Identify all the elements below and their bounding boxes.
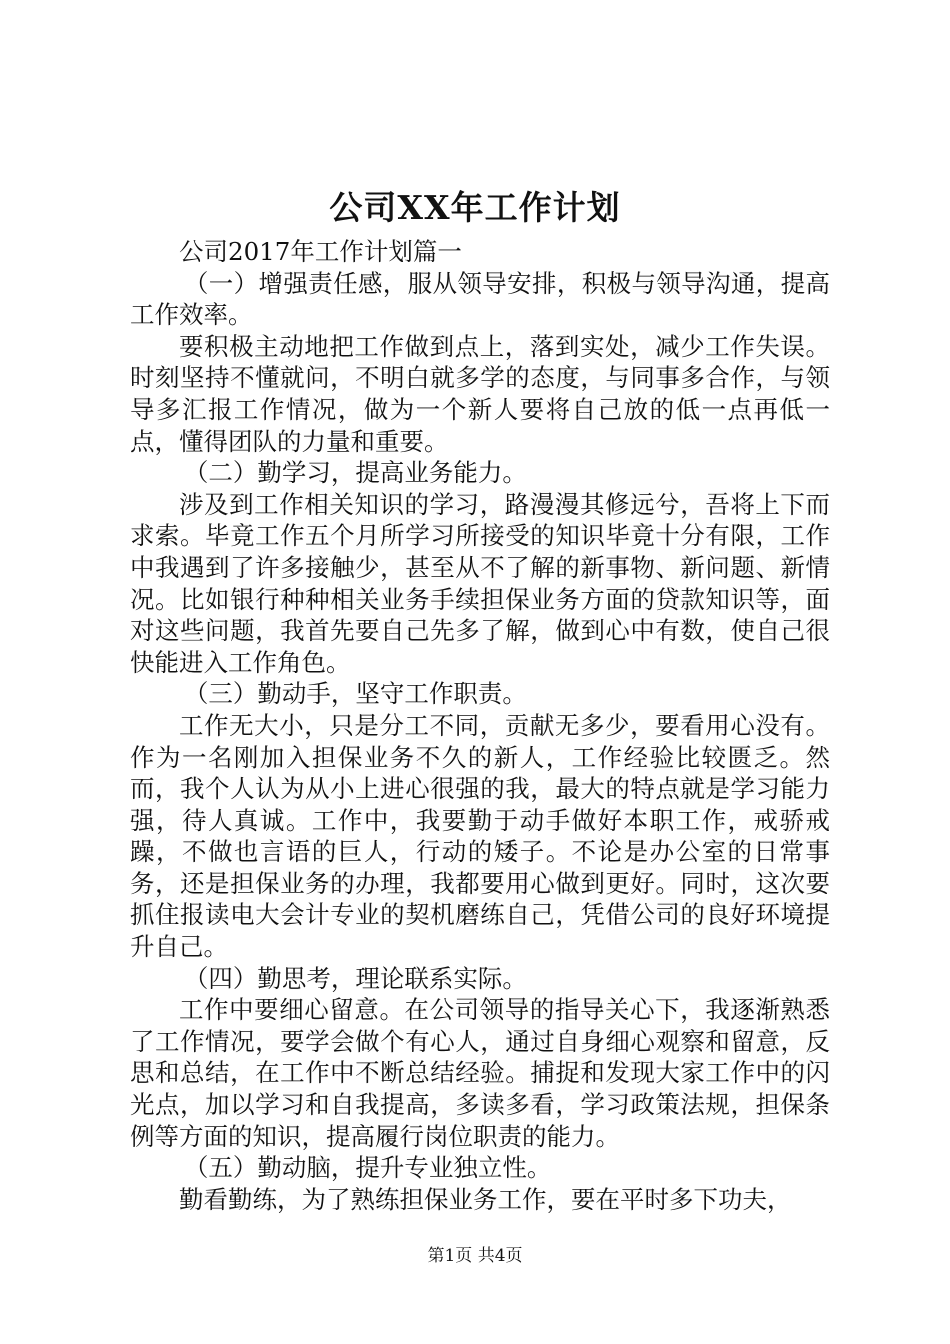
section-heading-2: （二）勤学习，提高业务能力。 (183, 458, 527, 488)
body-paragraph-1: 要积极主动地把工作做到点上，落到实处，减少工作失误。时刻坚持不懂就问，不明白就多学的态度，与同事多合作，与领导多汇报工作情况，做为一个新人要将自己放的低一点再低一点，懂得团队的力量和重要。 (130, 331, 830, 456)
body-paragraph-3: 工作无大小，只是分工不同，贡献无多少，要看用心没有。作为一名刚加入担保业务不久的新人，工作经验比较匮乏。然而，我个人认为从小上进心很强的我，最大的特点就是学习能力强，待人真诚。工作中，我要勤于动手做好本职工作，戒骄戒躁，不做也言语的巨人，行动的矮子。不论是办公室的日常事务，还是担保业务的办理，我都要用心做到更好。同时，这次要抓住报读电大会计专业的契机磨练自己，凭借公司的良好环境提升自己。 (130, 710, 830, 962)
body-paragraph-4: 工作中要细心留意。在公司领导的指导关心下，我逐渐熟悉了工作情况，要学会做个有心人，通过自身细心观察和留意，反思和总结，在工作中不断总结经验。捕捉和发现大家工作中的闪光点，加以学习和自我提高，多读多看，学习政策法规，担保条例等方面的知识，提高履行岗位职责的能力。 (130, 995, 830, 1151)
section-heading-3: （三）勤动手，坚守工作职责。 (183, 679, 527, 709)
document-body (130, 236, 830, 1215)
page-footer: 第1页 共4页 (427, 1246, 523, 1266)
section-heading-5: （五）勤动脑，提升专业独立性。 (183, 1153, 552, 1183)
subtitle-paragraph: 公司2017年工作计划篇一 (179, 237, 462, 266)
section-heading-4: （四）勤思考，理论联系实际。 (183, 963, 527, 993)
body-paragraph-5: 勤看勤练，为了熟练担保业务工作，要在平时多下功夫， (179, 1184, 792, 1214)
document-title: 公司XX年工作计划 (329, 188, 621, 227)
section-heading-1: （一）增强责任感，服从领导安排，积极与领导沟通，提高工作效率。 (130, 268, 830, 330)
body-paragraph-2: 涉及到工作相关知识的学习，路漫漫其修远兮，吾将上下而求索。毕竟工作五个月所学习所接受的知识毕竟十分有限，工作中我遇到了许多接触少，甚至从不了解的新事物、新问题、新情况。比如银行种种相关业务手续担保业务方面的贷款知识等，面对这些问题，我首先要自己先多了解，做到心中有数，使自己很快能进入工作角色。 (130, 489, 830, 677)
